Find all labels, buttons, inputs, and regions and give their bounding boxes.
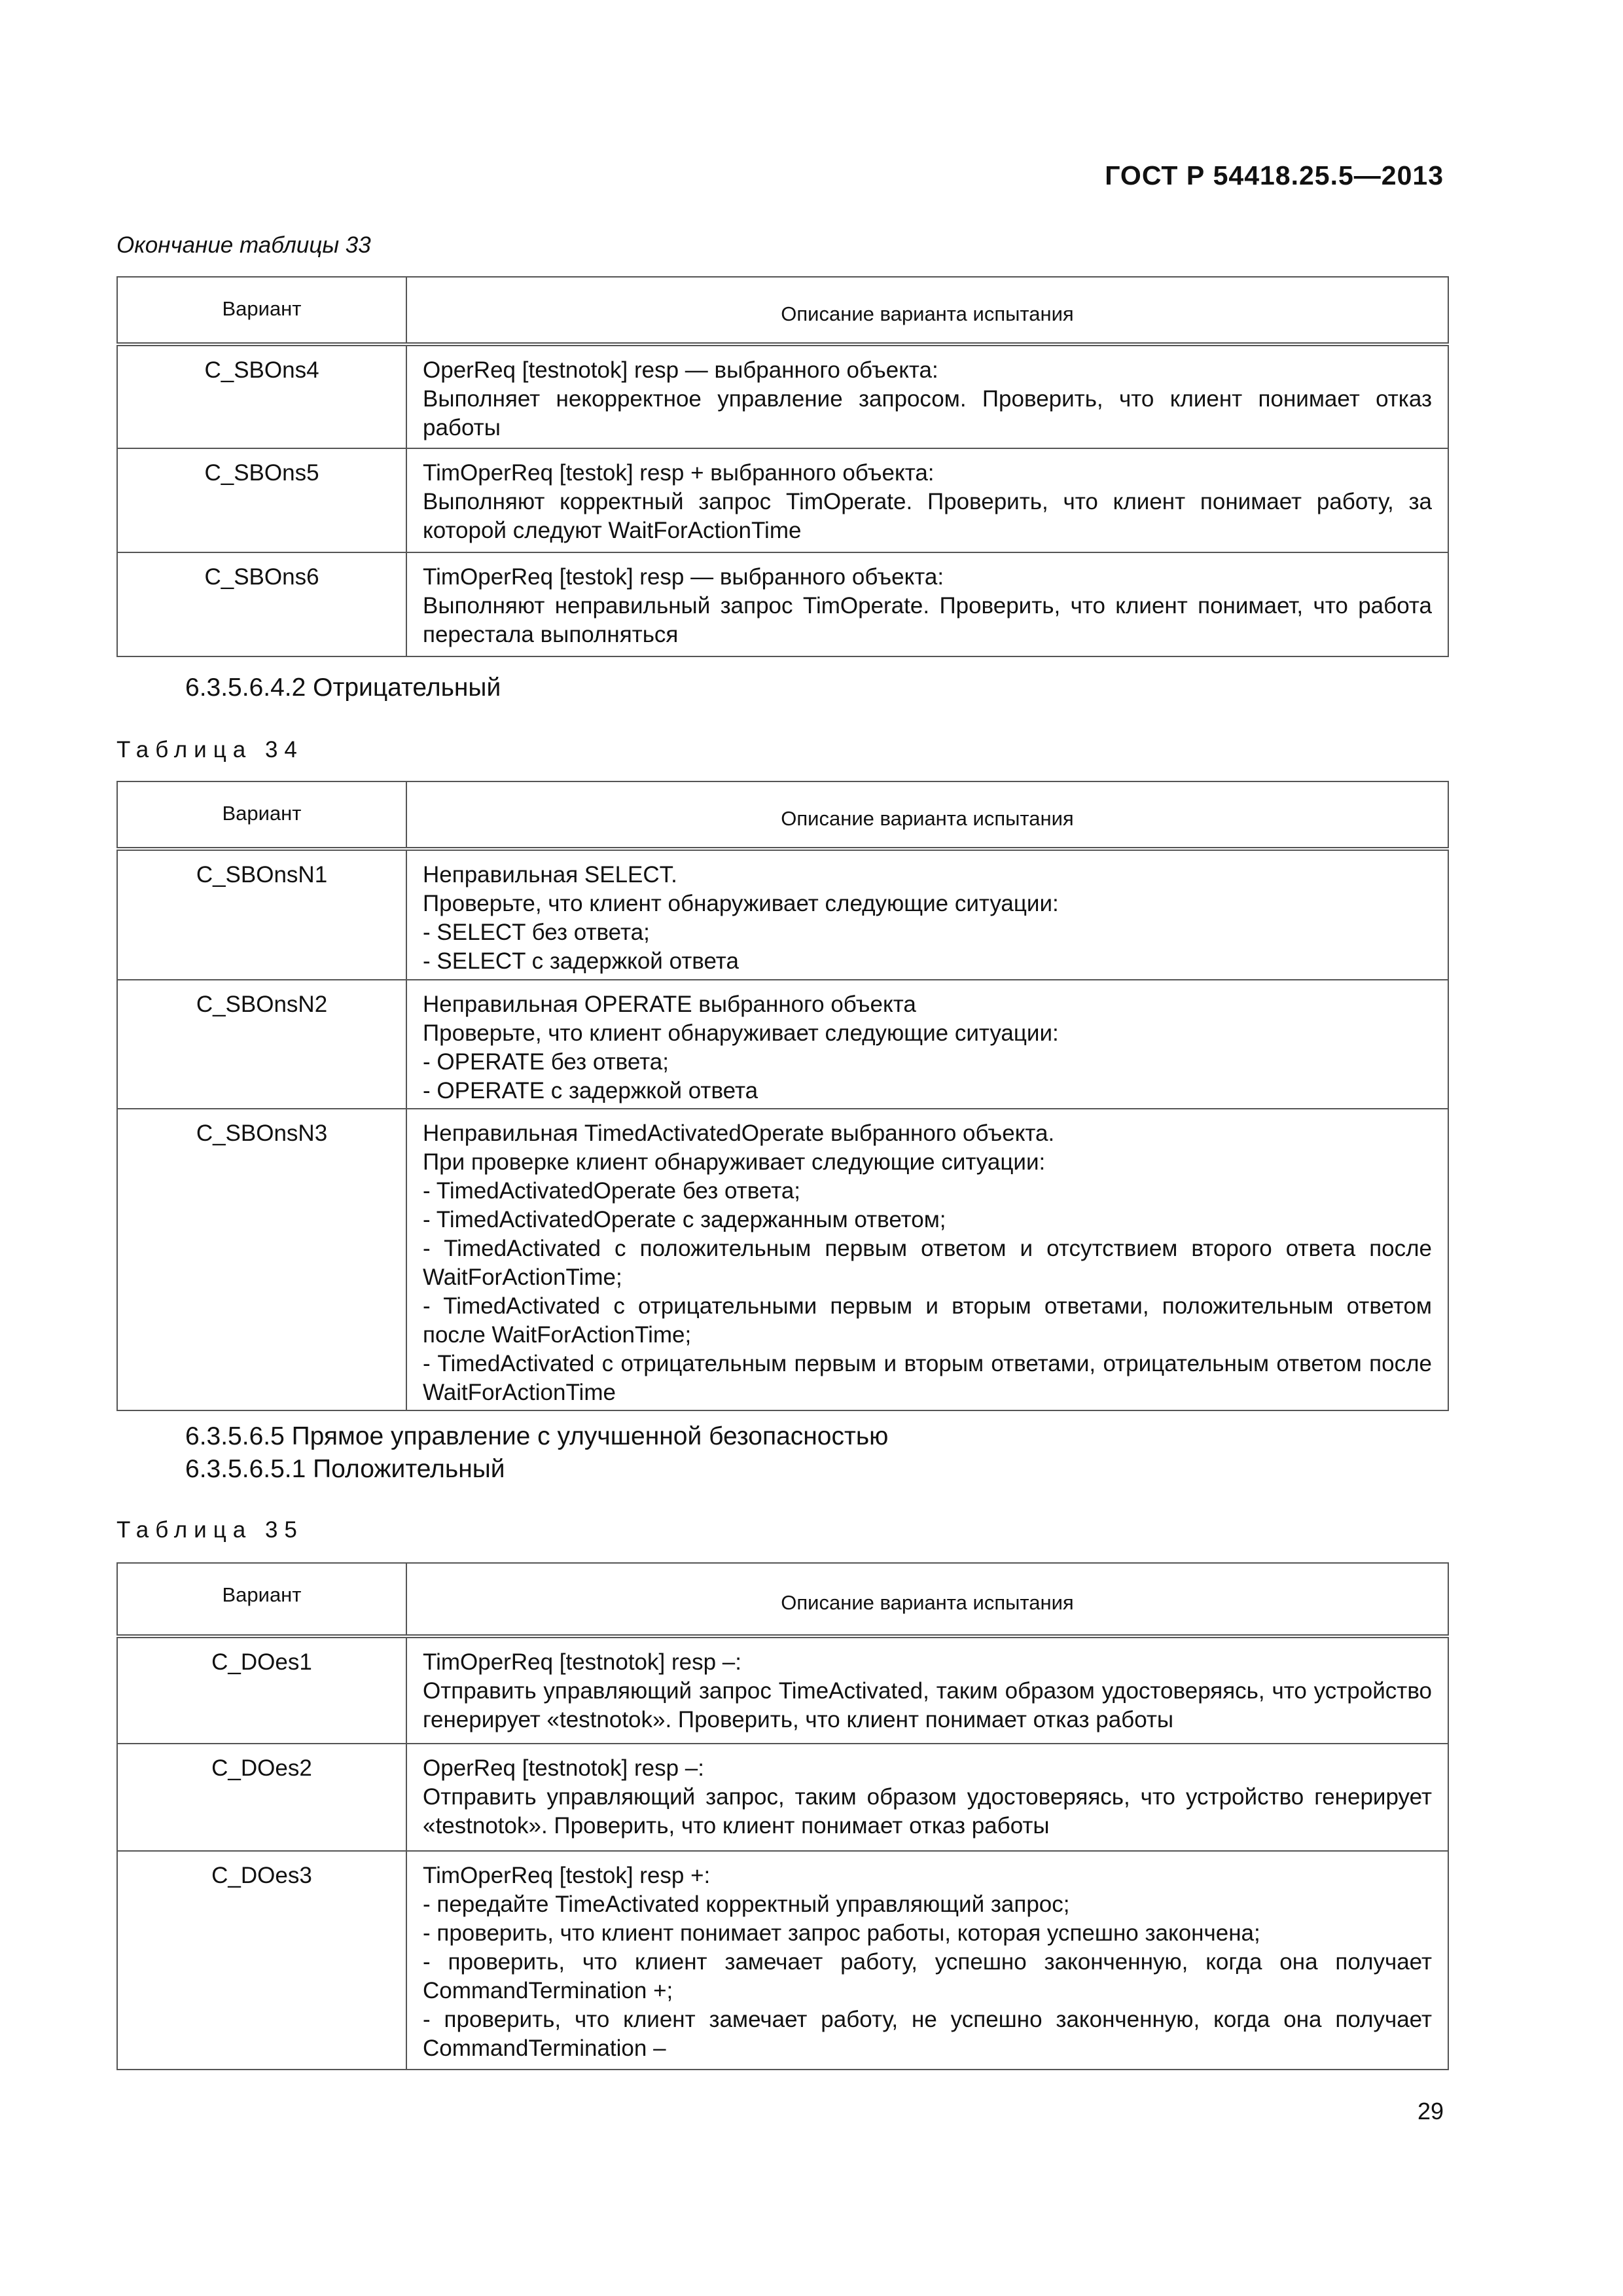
description-line: Выполняют корректный запрос TimOperate. Проверить, что клиент понимает работу, за которой следуют WaitForActionTime [423,489,1432,543]
description-line: При проверке клиент обнаруживает следующие ситуации: [423,1149,1046,1175]
variant-description [406,849,1448,980]
document-code: ГОСТ Р 54418.25.5—2013 [1105,160,1444,190]
column-header-description: Описание варианта испытания [406,781,1448,849]
description-line: Выполняют неправильный запрос TimOperate. Проверить, что клиент понимает, что работа перестала выполняться [423,593,1432,647]
description-line: Неправильная OPERATE выбранного объекта [423,992,916,1017]
column-header-variant: Вариант [117,1563,406,1636]
variant-description [406,448,1448,552]
description-line: Проверьте, что клиент обнаруживает следующие ситуации: [423,891,1059,916]
description-line: - передайте TimeActivated корректный управляющий запрос; [423,1892,1070,1917]
description-line: - проверить, что клиент замечает работу, успешно законченную, когда она получает CommandTermination +; [423,1949,1432,2003]
table-row [117,1851,1448,2070]
description-line: Неправильная SELECT. [423,862,677,888]
table34-caption: Таблица 34 [116,737,304,762]
section-heading-negative: 6.3.5.6.4.2 Отрицательный [185,673,501,702]
variant-code: C_SBOns4 [117,344,406,448]
table-33 [116,276,1449,657]
variant-code: C_DOes3 [117,1851,406,2070]
variant-description [406,1109,1448,1410]
description-line: Неправильная TimedActivatedOperate выбранного объекта. [423,1121,1055,1146]
description-line: TimOperReq [testok] resp +: [423,1863,711,1888]
column-header-description: Описание варианта испытания [406,277,1448,344]
description-line: - TimedActivatedOperate с задержанным ответом; [423,1207,946,1232]
table-34 [116,781,1449,1411]
variant-description [406,980,1448,1109]
variant-code: C_SBOns5 [117,448,406,552]
table-row [117,1636,1448,1744]
description-line: - SELECT с задержкой ответа [423,948,739,974]
table-row [117,552,1448,656]
table-row [117,849,1448,980]
description-line: - TimedActivatedOperate без ответа; [423,1178,801,1204]
description-line: Выполняет некорректное управление запросом. Проверить, что клиент понимает отказ работы [423,386,1432,440]
variant-code: C_SBOns6 [117,552,406,656]
page-number: 29 [1417,2098,1444,2125]
description-line: Отправить управляющий запрос TimeActivated, таким образом удостоверяясь, что устройство генерирует «testnotok». Проверить, что клиент понимает отказ работы [423,1678,1432,1732]
description-line: - OPERATE с задержкой ответа [423,1078,758,1103]
description-line: TimOperReq [testnotok] resp –: [423,1649,741,1675]
description-line: Проверьте, что клиент обнаруживает следующие ситуации: [423,1020,1059,1046]
description-line: - проверить, что клиент замечает работу, не успешно законченную, когда она получает CommandTermination – [423,2007,1432,2061]
column-header-variant: Вариант [117,277,406,344]
description-line: - проверить, что клиент понимает запрос работы, которая успешно закончена; [423,1920,1260,1946]
description-line: TimOperReq [testok] resp + выбранного объекта: [423,460,935,486]
table33-caption: Окончание таблицы 33 [116,232,371,258]
table-row [117,1109,1448,1410]
variant-code: C_SBOnsN1 [117,849,406,980]
description-line: - SELECT без ответа; [423,920,650,945]
description-line: Отправить управляющий запрос, таким образом удостоверяясь, что устройство генерирует «testnotok». Проверить, что клиент понимает отказ работы [423,1784,1432,1839]
variant-description [406,1744,1448,1851]
variant-code: C_DOes1 [117,1636,406,1744]
column-header-description: Описание варианта испытания [406,1563,1448,1636]
table-row [117,448,1448,552]
description-line: TimOperReq [testok] resp — выбранного объекта: [423,564,944,590]
description-line: OperReq [testnotok] resp — выбранного объекта: [423,357,938,383]
variant-description [406,552,1448,656]
table-row [117,980,1448,1109]
table35-caption: Таблица 35 [116,1517,304,1543]
table-row [117,344,1448,448]
table-row [117,1744,1448,1851]
section-heading-positive: 6.3.5.6.5.1 Положительный [185,1455,505,1483]
variant-description [406,1636,1448,1744]
description-line: - TimedActivated с положительным первым ответом и отсутствием второго ответа после WaitForActionTime; [423,1236,1432,1290]
variant-code: C_SBOnsN3 [117,1109,406,1410]
variant-code: C_SBOnsN2 [117,980,406,1109]
description-line: - TimedActivated с отрицательным первым и вторым ответами, отрицательным ответом после WaitForActionTime [423,1351,1432,1405]
column-header-variant: Вариант [117,781,406,849]
variant-description [406,1851,1448,2070]
variant-code: C_DOes2 [117,1744,406,1851]
description-line: OperReq [testnotok] resp –: [423,1755,704,1781]
description-line: - TimedActivated с отрицательными первым и вторым ответами, положительным ответом после WaitForActionTime; [423,1293,1432,1348]
table-35 [116,1562,1449,2070]
section-heading-direct-control: 6.3.5.6.5 Прямое управление с улучшенной безопасностью [185,1422,889,1450]
description-line: - OPERATE без ответа; [423,1049,669,1075]
variant-description [406,344,1448,448]
